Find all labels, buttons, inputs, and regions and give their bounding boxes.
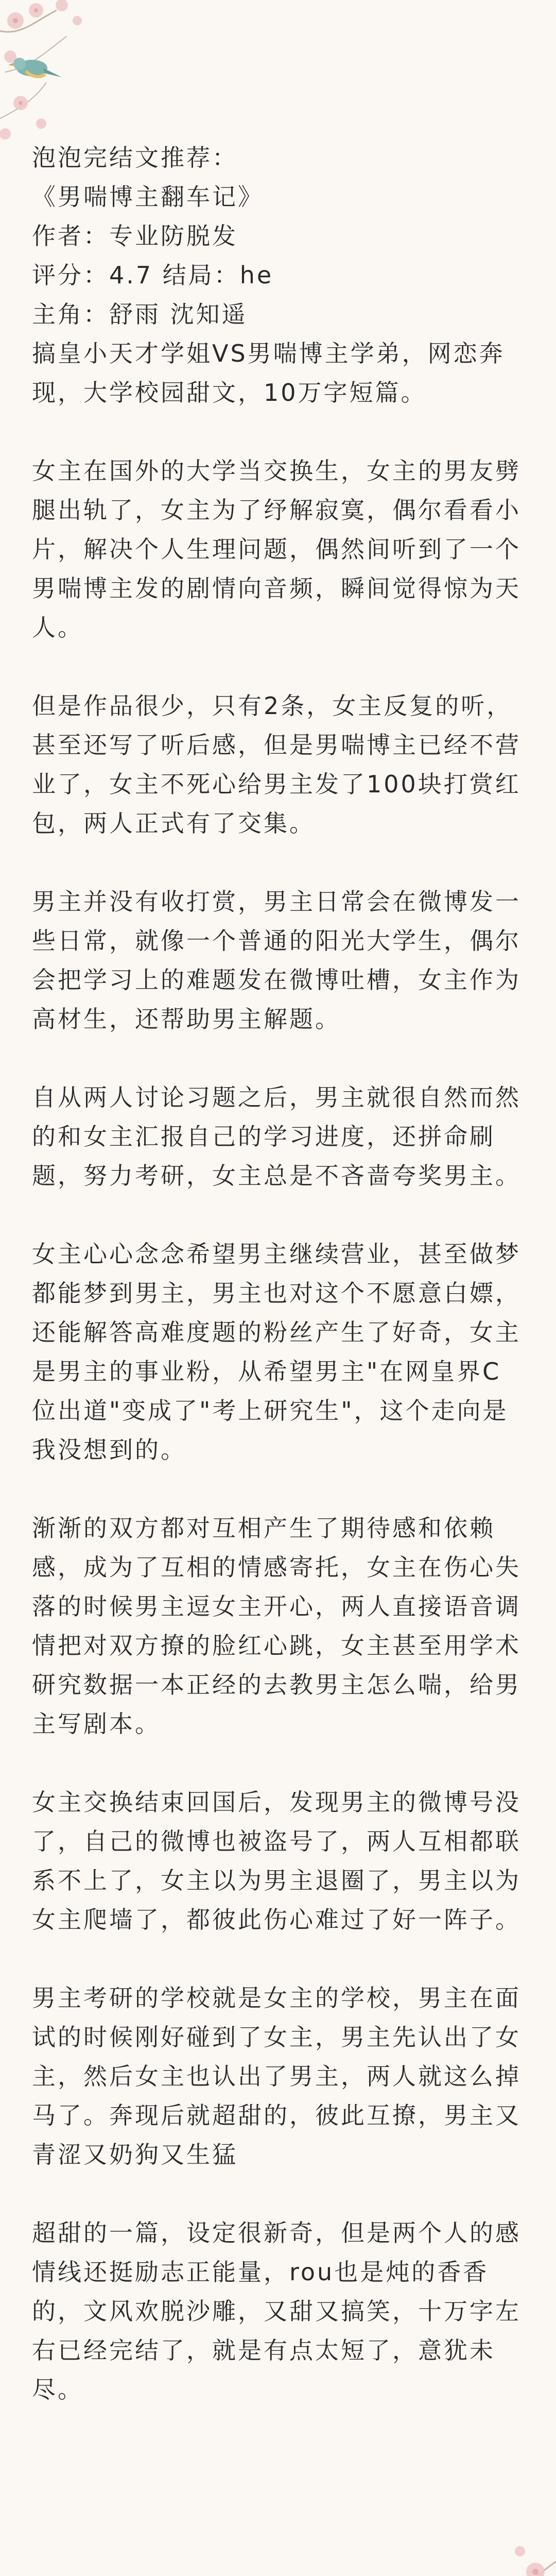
rating-line: 评分：4.7 结局：he bbox=[32, 261, 274, 289]
paragraph: 男主并没有收打赏，男主日常会在微博发一些日常，就像一个普通的阳光大学生，偶尔会把学习上的难题发在微博吐槽，女主作为高材生，还帮助男主解题。 bbox=[32, 888, 521, 1033]
protagonists-line: 主角：舒雨 沈知遥 bbox=[32, 300, 248, 328]
summary-line: 搞皇小天才学姐VS男喘博主学弟，网恋奔现，大学校园甜文，10万字短篇。 bbox=[32, 340, 505, 406]
intro-line: 泡泡完结文推荐： bbox=[32, 144, 238, 172]
paragraph: 女主心心念念希望男主继续营业，甚至做梦都能梦到男主，男主也对这个不愿意白嫖，还能解答高难度题的粉丝产生了好奇，女主是男主的事业粉，从希望男主"在网皇界C位出道"变成了"考上研究生"，这个走向是我没想到的。 bbox=[32, 1240, 521, 1464]
paragraph: 男主考研的学校就是女主的学校，男主在面试的时候刚好碰到了女主，男主先认出了女主，然后女主也认出了男主，两人就这么掉马了。奔现后就超甜的，彼此互撩，男主又青涩又奶狗又生猛 bbox=[32, 1984, 521, 2168]
paragraph: 超甜的一篇，设定很新奇，但是两个人的感情线还挺励志正能量，rou也是炖的香香的，文风欢脱沙雕，又甜又搞笑，十万字左右已经完结了，就是有点太短了，意犹未尽。 bbox=[32, 2219, 521, 2403]
author-line: 作者：专业防脱发 bbox=[32, 222, 238, 250]
book-title: 《男喘博主翻车记》 bbox=[32, 183, 264, 211]
paragraph: 女主在国外的大学当交换生，女主的男友劈腿出轨了，女主为了纾解寂寞，偶尔看看小片，解决个人生理问题，偶然间听到了一个男喘博主发的剧情向音频，瞬间觉得惊为天人。 bbox=[32, 457, 521, 641]
paragraph: 但是作品很少，只有2条，女主反复的听，甚至还写了听后感，但是男喘博主已经不营业了，女主不死心给男主发了100块打赏红包，两人正式有了交集。 bbox=[32, 692, 521, 837]
paragraph: 自从两人讨论习题之后，男主就很自然而然的和女主汇报自己的学习进度，还拼命刷题，努力考研，女主总是不吝啬夸奖男主。 bbox=[32, 1083, 521, 1190]
paragraph: 女主交换结束回国后，发现男主的微博号没了，自己的微博也被盗号了，两人互相都联系不上了，女主以为男主退圈了，男主以为女主爬墙了，都彼此伤心难过了好一阵子。 bbox=[32, 1788, 521, 1934]
flower-bird-decoration-top bbox=[0, 0, 113, 144]
paragraph: 渐渐的双方都对互相产生了期待感和依赖感，成为了互相的情感寄托，女主在伤心失落的时候男主逗女主开心，两人直接语音调情把对双方撩的脸红心跳，女主甚至用学术研究数据一本正经的去教男主怎么喘，给男主写剧本。 bbox=[32, 1514, 521, 1738]
article-body bbox=[32, 138, 526, 2409]
flower-bird-decoration-bottom bbox=[309, 2531, 556, 2576]
